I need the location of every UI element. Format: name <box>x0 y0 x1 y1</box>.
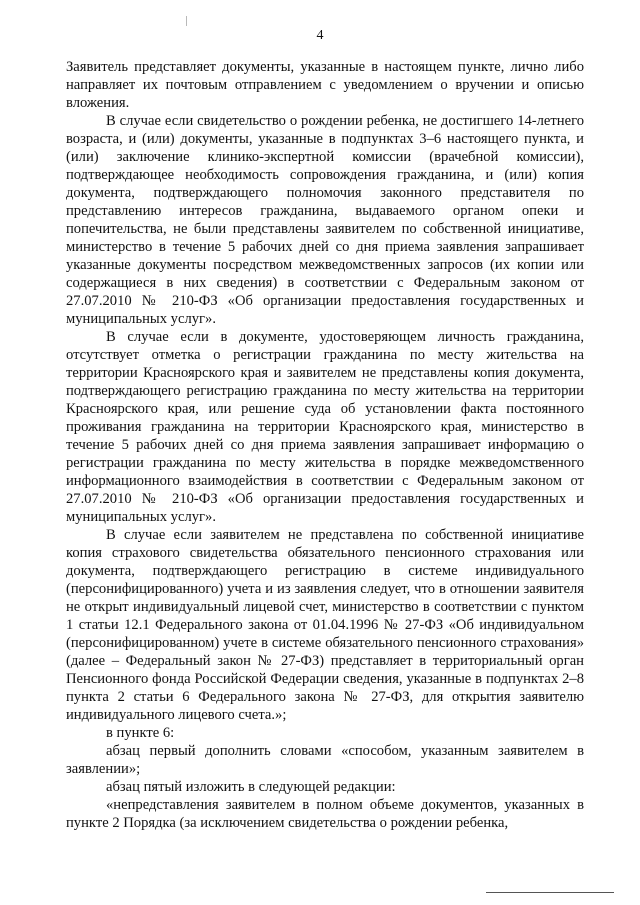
paragraph-3: В случае если в документе, удостоверяющем личность гражданина, отсутствует отметка о регистрации гражданина по месту жительства на территории Красноярского края и заявителем не представлены копия документа, подтверждающего регистрацию гражданина по месту жительства на территории Красноярского края, или решение суда об установлении факта постоянного проживания гражданина на территории Красноярского края, министерство в течение 5 рабочих дней со дня приема заявления запрашивает информацию о регистрации гражданина по месту жительства в порядке межведомственного информационного взаимодействия в соответствии с Федеральным законом от 27.07.2010 № 210-ФЗ «Об организации предоставления государственных и муниципальных услуг». <box>66 329 584 525</box>
paragraph-1: Заявитель представляет документы, указанные в настоящем пункте, лично либо направляет их почтовым отправлением с уведомлением о вручении и описью вложения. <box>66 59 584 111</box>
paragraph-4: В случае если заявителем не представлена по собственной инициативе копия страхового свидетельства обязательного пенсионного страхования или документа, подтверждающего регистрацию в системе индивидуального (персонифицированного) учета и из заявления следует, что в отношении заявителя не открыт индивидуальный лицевой счет, министерство в соответствии с пунктом 1 статьи 12.1 Федерального закона от 01.04.1996 № 27-ФЗ «Об индивидуальном (персонифицированном) учете в системе обязательного пенсионного страхования» (далее – Федеральный закон № 27-ФЗ) представляет в территориальный орган Пенсионного фонда Российской Федерации сведения, указанные в подпунктах 2–8 пункта 2 статьи 6 Федерального закона № 27-ФЗ, для открытия заявителю индивидуального лицевого счета.»; <box>66 527 584 723</box>
paragraph-5: в пункте 6: <box>106 725 175 741</box>
paragraph-7: абзац пятый изложить в следующей редакции: <box>106 779 396 795</box>
scan-artifact-mark <box>186 16 187 26</box>
document-body <box>66 58 584 832</box>
paragraph-2: В случае если свидетельство о рождении ребенка, не достигшего 14-летнего возраста, и (или) документы, указанные в подпунктах 3–6 настоящего пункта, и (или) заключение клинико-экспертной комиссии (врачебной комиссии), подтверждающее необходимость сопровождения гражданина, и (или) копия документа, подтверждающего полномочия законного представителя по представлению интересов гражданина, выдаваемого органом опеки и попечительства, не были представлены заявителем по собственной инициативе, министерство в течение 5 рабочих дней со дня приема заявления запрашивает указанные документы посредством межведомственных запросов (их копии или содержащиеся в них сведения) в соответствии с Федеральным законом от 27.07.2010 № 210-ФЗ «Об организации предоставления государственных и муниципальных услуг». <box>66 113 584 327</box>
page-number: 4 <box>316 28 324 43</box>
footer-rule <box>486 892 614 893</box>
paragraph-6: абзац первый дополнить словами «способом, указанным заявителем в заявлении»; <box>66 743 584 777</box>
paragraph-8: «непредставления заявителем в полном объеме документов, указанных в пункте 2 Порядка (за исключением свидетельства о рождении ребенка, <box>66 797 584 831</box>
